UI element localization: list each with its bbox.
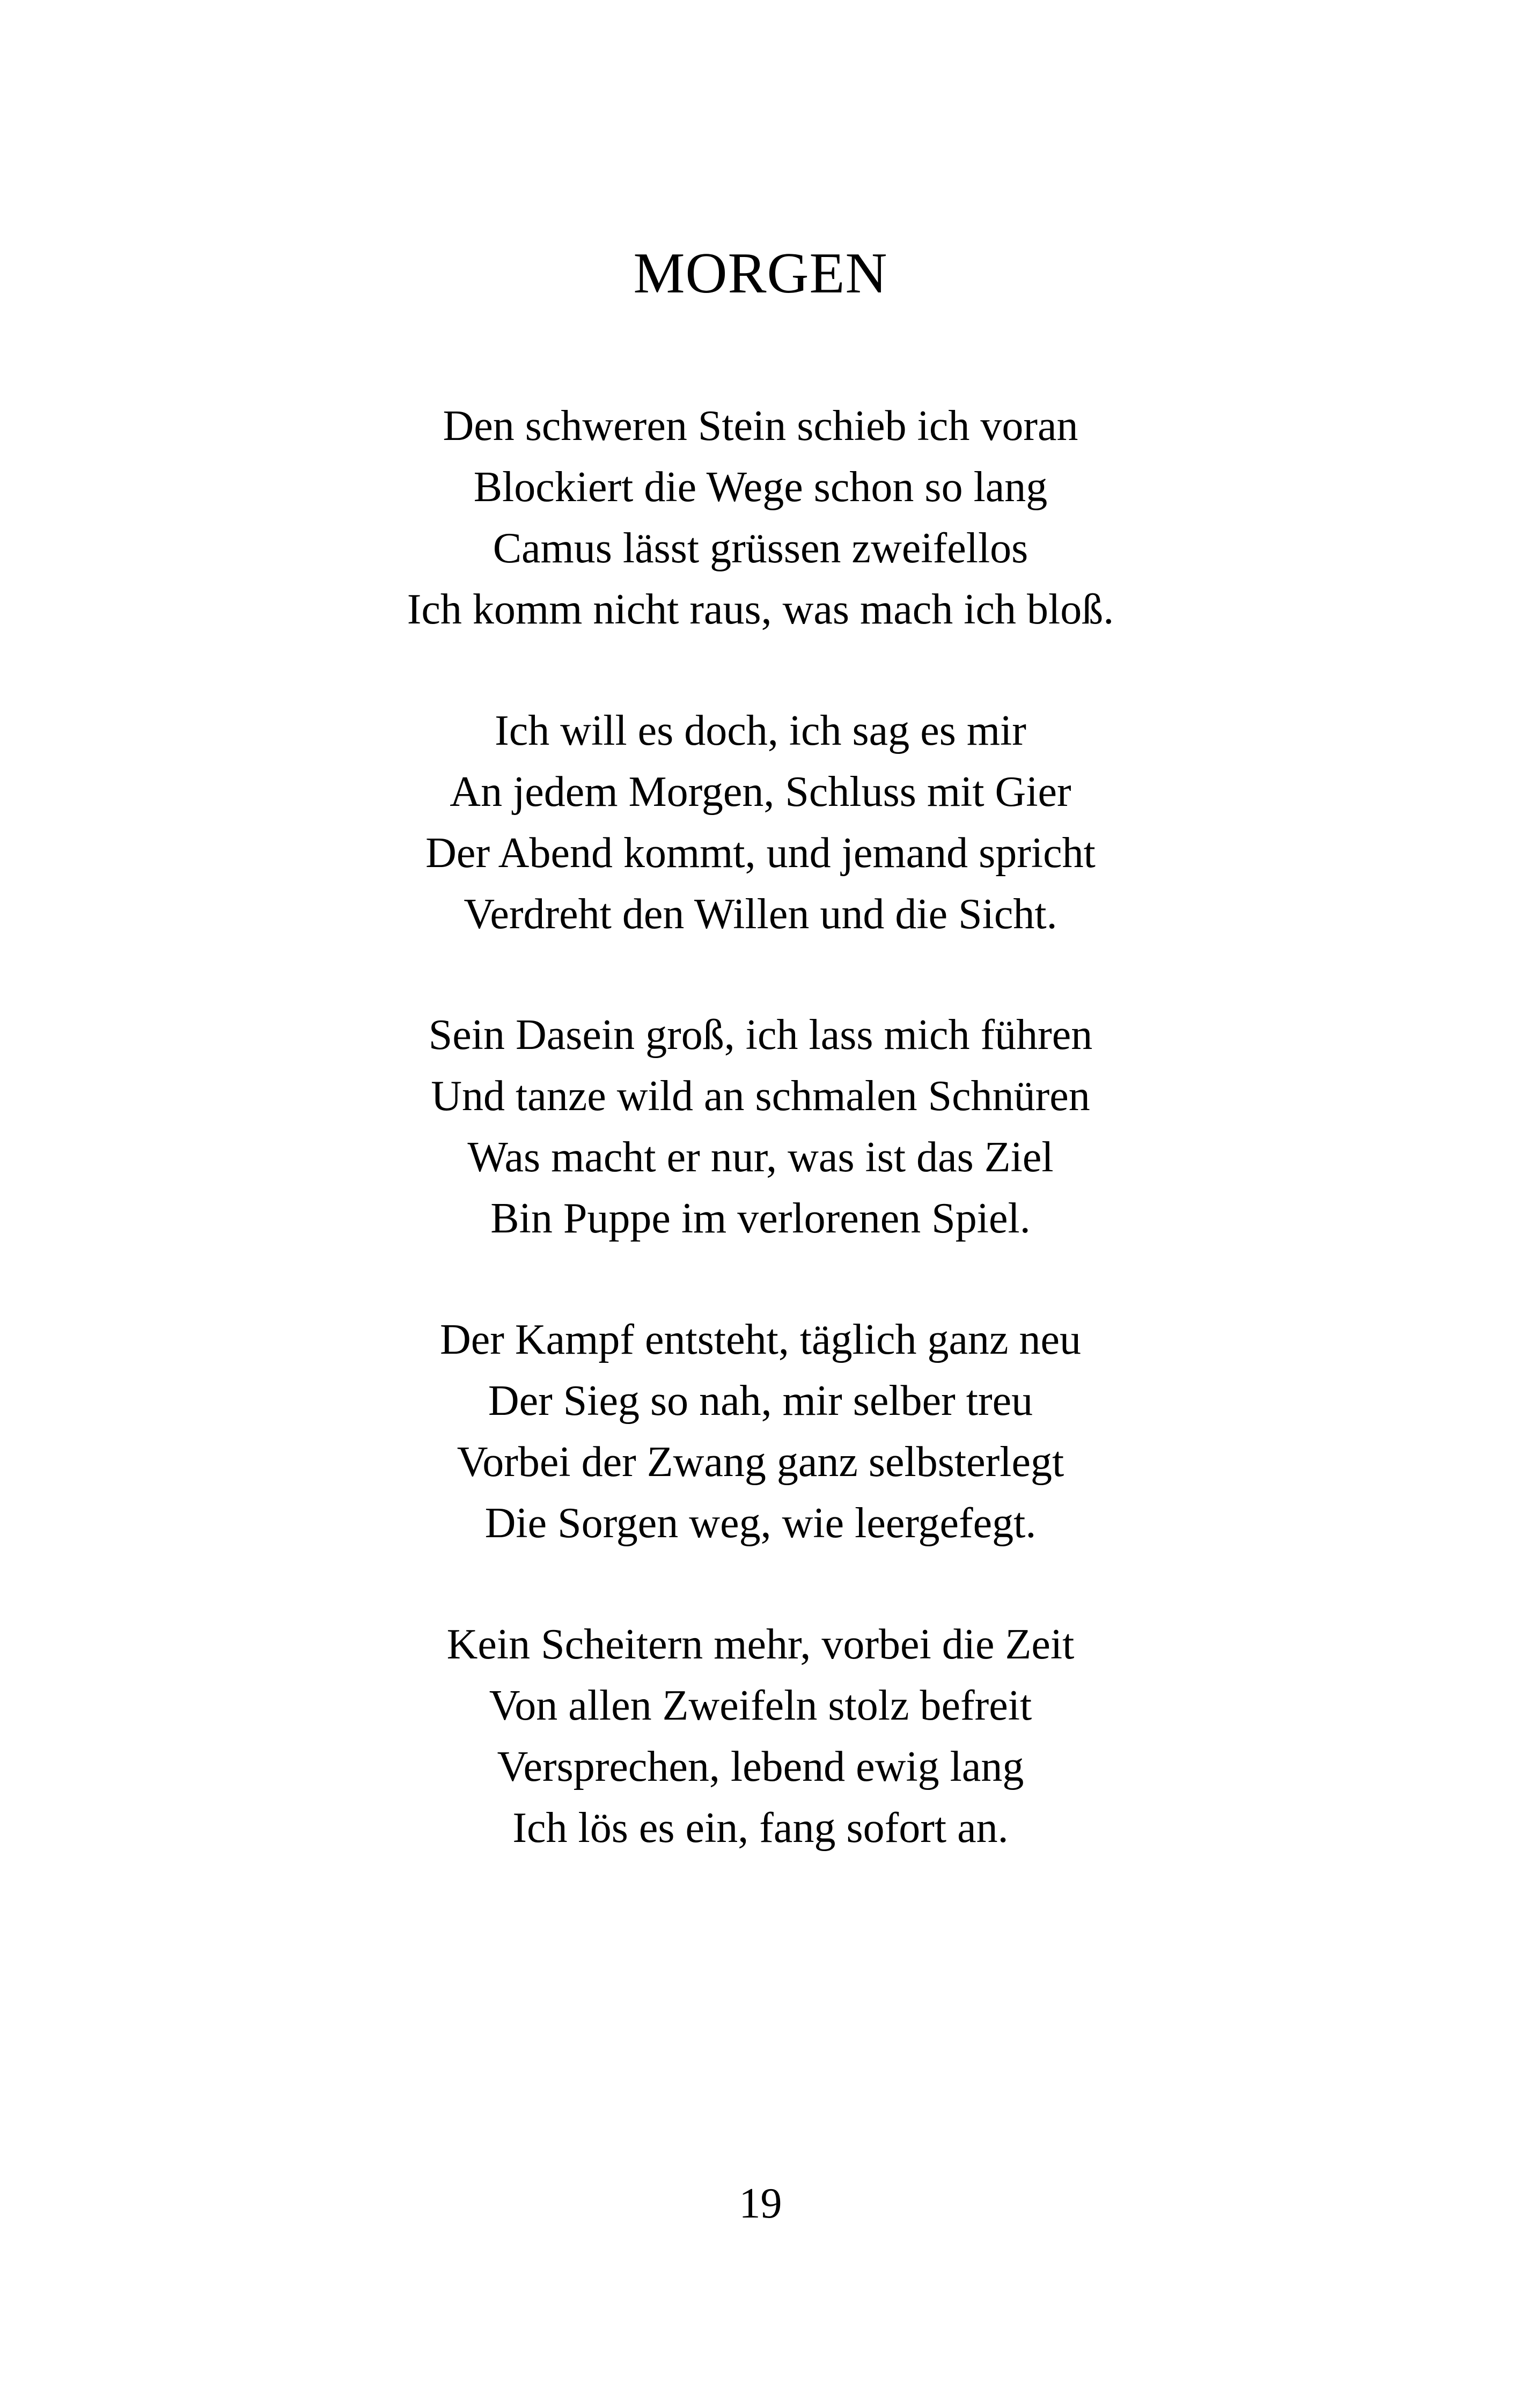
verse-line: Verdreht den Willen und die Sicht. [464,891,1057,938]
verse-line: Ich lös es ein, fang sofort an. [512,1804,1009,1852]
verse-line: Versprechen, lebend ewig lang [497,1743,1024,1790]
verse-line: Und tanze wild an schmalen Schnüren [431,1073,1090,1120]
verse-line: Was macht er nur, was ist das Ziel [467,1134,1054,1181]
verse-line: Kein Scheitern mehr, vorbei die Zeit [446,1621,1075,1668]
verse-line: Blockiert die Wege schon so lang [473,464,1048,511]
stanza-2 [0,700,1521,945]
poem-title: MORGEN [633,241,888,305]
verse-line: Den schweren Stein schieb ich voran [443,402,1078,450]
verse-line: Der Sieg so nah, mir selber treu [488,1377,1033,1425]
verse-line: Ich komm nicht raus, was mach ich bloß. [407,586,1114,633]
verse-line: Der Abend kommt, und jemand spricht [425,829,1096,877]
verse-line: Camus lässt grüssen zweifellos [493,525,1028,572]
verse-line: Sein Dasein groß, ich lass mich führen [428,1011,1093,1059]
verse-line: Die Sorgen weg, wie leergefegt. [484,1500,1037,1547]
stanza-5 [0,1614,1521,1859]
stanza-3 [0,1004,1521,1249]
verse-line: Vorbei der Zwang ganz selbsterlegt [457,1438,1064,1486]
stanza-1 [0,395,1521,640]
verse-line: An jedem Morgen, Schluss mit Gier [450,768,1071,816]
verse-line: Ich will es doch, ich sag es mir [495,707,1026,754]
page-number: 19 [739,2180,782,2227]
verse-line: Der Kampf entsteht, täglich ganz neu [439,1316,1082,1363]
stanza-4 [0,1309,1521,1554]
verse-line: Bin Puppe im verlorenen Spiel. [490,1195,1031,1242]
verse-line: Von allen Zweifeln stolz befreit [489,1682,1032,1729]
